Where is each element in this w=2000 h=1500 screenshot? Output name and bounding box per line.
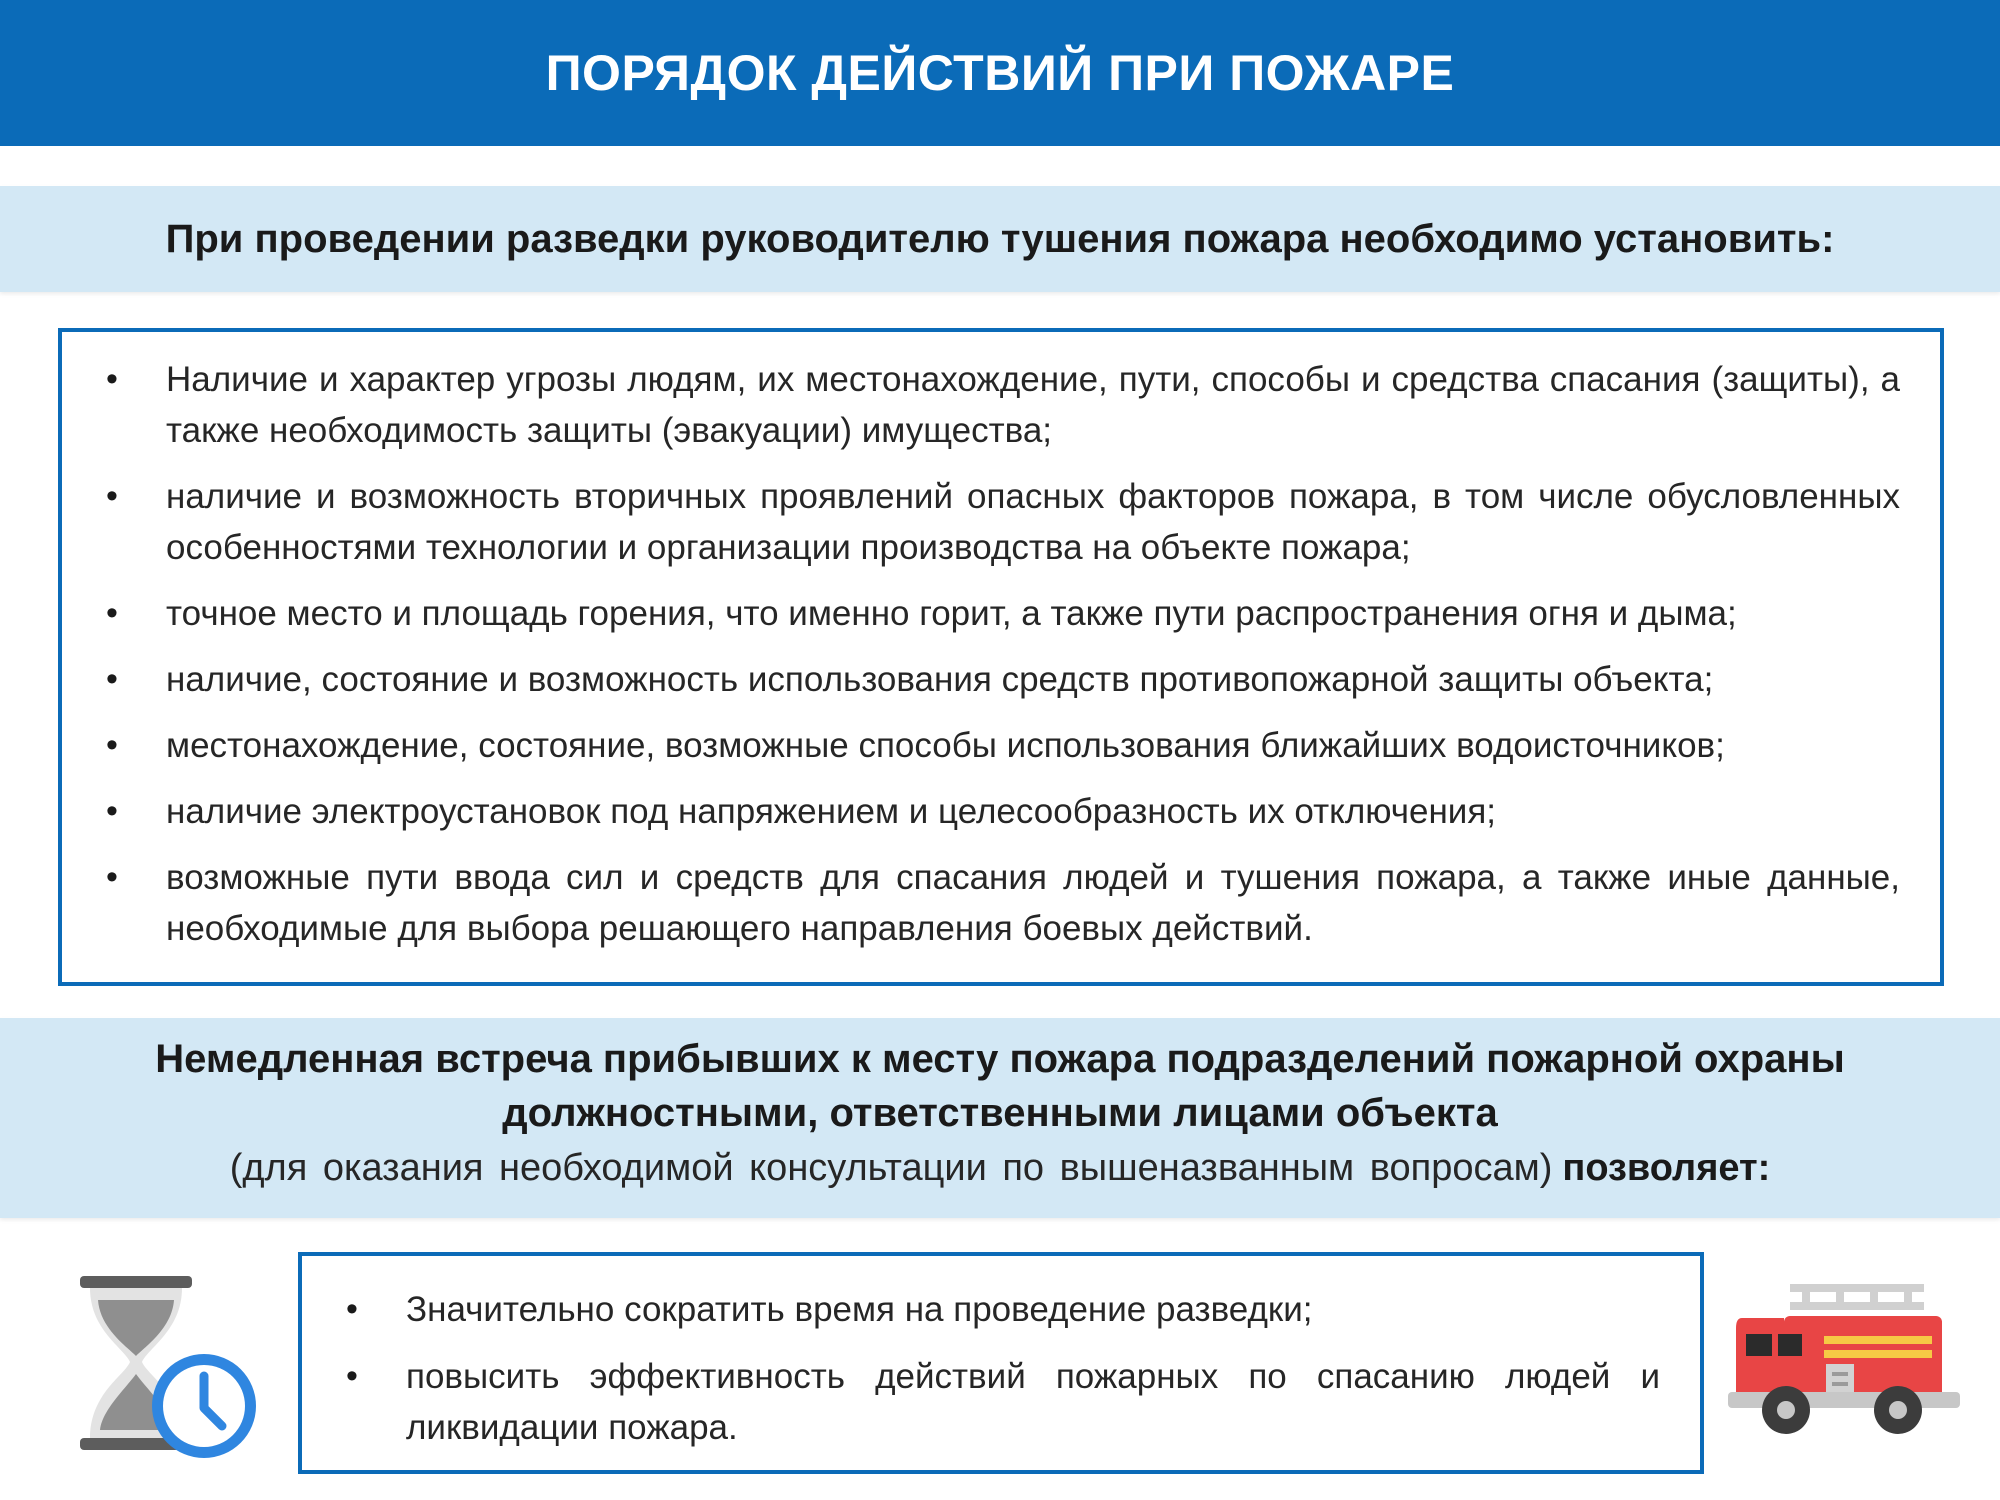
title-bar [0, 0, 2000, 146]
list-item: • возможные пути ввода сил и средств для спасания людей и тушения пожара, а также иные данные, необходимые для выбора решающего направления боевых действий. [102, 852, 1900, 954]
hourglass-clock-icon [76, 1270, 266, 1470]
recon-heading: При проведении разведки руководителю тушения пожара необходимо установить: [165, 216, 1835, 261]
list-item: • Наличие и характер угрозы людям, их местонахождение, пути, способы и средства спасания (защиты), а также необходимость защиты (эвакуации) имущества; [102, 354, 1900, 456]
benefits-list-box [298, 1252, 1704, 1474]
meeting-heading-line2: должностными, ответственными лицами объекта [502, 1091, 1498, 1135]
list-item: • Значительно сократить время на проведение разведки; [342, 1284, 1660, 1335]
meeting-subtext-note: (для оказания необходимой консультации по вышеназванным вопросам) [229, 1147, 1553, 1189]
list-item: • повысить эффективность действий пожарных по спасанию людей и ликвидации пожара. [342, 1351, 1660, 1453]
recon-list-box [58, 328, 1944, 986]
page-title: ПОРЯДОК ДЕЙСТВИЙ ПРИ ПОЖАРЕ [545, 45, 1455, 101]
meeting-subtext-emphasis: позволяет: [1562, 1147, 1771, 1189]
list-item: • наличие, состояние и возможность использования средств противопожарной защиты объекта; [102, 654, 1900, 705]
list-item: • наличие и возможность вторичных проявлений опасных факторов пожара, в том числе обусловленных особенностями технологии и организации производства на объекте пожара; [102, 471, 1900, 573]
meeting-heading-band [0, 1018, 2000, 1218]
recon-list [102, 354, 1900, 954]
benefits-list [342, 1284, 1660, 1453]
list-item: • местонахождение, состояние, возможные способы использования ближайших водоисточников; [102, 720, 1900, 771]
fire-truck-icon [1728, 1280, 1964, 1444]
list-item: • наличие электроустановок под напряжением и целесообразность их отключения; [102, 786, 1900, 837]
list-item: • точное место и площадь горения, что именно горит, а также пути распространения огня и дыма; [102, 588, 1900, 639]
meeting-heading-line1: Немедленная встреча прибывших к месту пожара подразделений пожарной охраны [155, 1037, 1845, 1081]
recon-heading-band [0, 186, 2000, 292]
meeting-subtext [0, 1140, 2000, 1196]
